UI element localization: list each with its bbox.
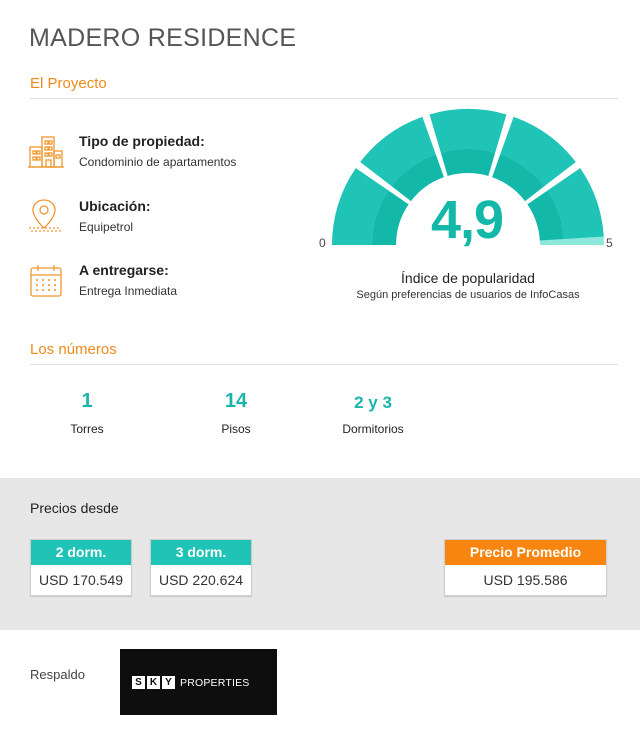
section-heading-project: El Proyecto (30, 75, 618, 99)
logo-letters (132, 676, 175, 689)
stat-value: 2 y 3 (354, 393, 392, 412)
calendar-icon (28, 262, 64, 298)
gauge-segment-inner (441, 149, 495, 176)
stat-towers (32, 390, 142, 436)
sky-properties-logo[interactable] (120, 649, 277, 715)
logo-letter: Y (162, 676, 175, 689)
gauge-max-label: 5 (606, 236, 613, 250)
price-card-value: USD 195.586 (483, 572, 568, 588)
logo-letter: S (132, 676, 145, 689)
price-card-3-dorm (150, 539, 252, 596)
feature-value: Equipetrol (79, 220, 134, 234)
logo-word: PROPERTIES (180, 677, 250, 689)
stat-value: 14 (224, 390, 248, 412)
price-card-header: 2 dorm. (31, 540, 131, 565)
feature-label: Tipo de propiedad: (79, 133, 205, 149)
stat-label: Pisos (221, 422, 251, 436)
stat-label: Dormitorios (342, 422, 404, 436)
prices-panel (0, 478, 640, 630)
building-icon (28, 133, 64, 169)
backing-label: Respaldo (30, 667, 85, 682)
page-title: MADERO RESIDENCE (29, 24, 297, 52)
feature-label: Ubicación: (79, 198, 151, 214)
stat-label: Torres (70, 422, 104, 436)
stat-floors (181, 390, 291, 436)
feature-value: Entrega Inmediata (79, 284, 178, 298)
popularity-title: Índice de popularidad (401, 270, 535, 286)
prices-label: Precios desde (30, 500, 119, 516)
popularity-score: 4,9 (430, 190, 504, 250)
price-card-value: USD 220.624 (158, 572, 244, 588)
price-card-average (444, 539, 607, 596)
price-card-2-dorm (30, 539, 132, 596)
logo-letter: K (147, 676, 160, 689)
location-pin-icon (28, 198, 64, 234)
section-heading-numbers: Los números (30, 341, 618, 365)
price-card-header: 3 dorm. (151, 540, 251, 565)
stat-value: 1 (81, 390, 93, 412)
price-card-header: Precio Promedio (445, 540, 606, 565)
gauge-min-label: 0 (319, 236, 326, 250)
stat-bedrooms (318, 391, 428, 436)
gauge-segment-fill (430, 109, 507, 153)
popularity-subtitle: Según preferencias de usuarios de InfoCasas (356, 289, 580, 301)
feature-label: A entregarse: (79, 262, 169, 278)
price-card-value: USD 170.549 (38, 572, 124, 588)
feature-value: Condominio de apartamentos (79, 155, 237, 169)
